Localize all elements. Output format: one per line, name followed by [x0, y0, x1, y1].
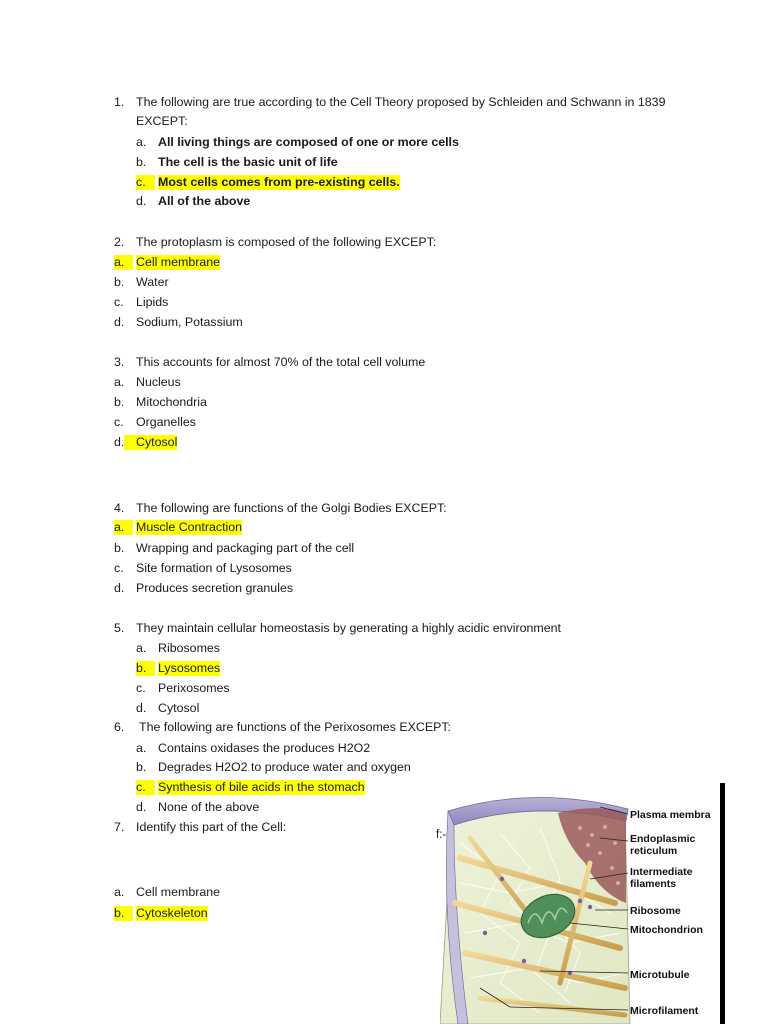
label-microfilament: Microfilament — [630, 1005, 699, 1017]
q1-text-cont: EXCEPT: — [136, 114, 188, 128]
q4-choice-c-letter: c. — [114, 561, 124, 575]
q6-choice-c-letter: c. — [136, 780, 155, 795]
q4-choice-b-letter: b. — [114, 541, 125, 555]
q1-text: The following are true according to the Cell Theory proposed by Schleiden and Schwann in 1839 — [136, 95, 666, 109]
q7-number: 7. — [114, 820, 125, 834]
q5-number: 5. — [114, 621, 125, 635]
q2-choice-a-letter: a. — [114, 255, 133, 270]
q3-choice-c-text: Organelles — [136, 415, 196, 429]
q3-number: 3. — [114, 355, 125, 369]
q7-choice-a-letter: a. — [114, 885, 125, 899]
q4-choice-c-text: Site formation of Lysosomes — [136, 561, 292, 575]
q3-choice-c-letter: c. — [114, 415, 124, 429]
label-er-line2: reticulum — [630, 845, 678, 857]
q4-text: The following are functions of the Golgi Bodies EXCEPT: — [136, 501, 447, 515]
q2-choice-b-text: Water — [136, 275, 169, 289]
q1-choice-b-letter: b. — [136, 155, 147, 169]
q7-choice-b-letter: b. — [114, 906, 133, 921]
q5-choice-c-letter: c. — [136, 681, 146, 695]
q4-choice-d-text: Produces secretion granules — [136, 581, 294, 595]
figure-edge-bar — [720, 783, 725, 1024]
q6-choice-a-text: Contains oxidases the produces H2O2 — [158, 741, 371, 755]
label-plasma-membrane: Plasma membra — [630, 809, 711, 821]
label-if-line2: filaments — [630, 878, 677, 890]
q3-choice-a-text: Nucleus — [136, 375, 181, 389]
q3-choice-d-letter: d. — [114, 435, 125, 449]
label-mitochondrion: Mitochondrion — [630, 924, 703, 936]
q1-number: 1. — [114, 95, 125, 109]
q6-choice-c-text: Synthesis of bile acids in the stomach — [158, 780, 365, 794]
q5-choice-a-letter: a. — [136, 641, 147, 655]
q7-text: Identify this part of the Cell: — [136, 820, 287, 834]
q4-choice-b-text: Wrapping and packaging part of the cell — [136, 541, 355, 555]
q5-choice-a-text: Ribosomes — [158, 641, 220, 655]
q7-choice-b-text: Cytoskeleton — [136, 906, 208, 920]
q1-choice-d-letter: d. — [136, 194, 147, 208]
q5-choice-b-letter: b. — [136, 661, 155, 676]
q5-choice-b-text: Lysosomes — [158, 661, 221, 675]
q2-choice-d-letter: d. — [114, 315, 125, 329]
q6-choice-a-letter: a. — [136, 741, 147, 755]
q3-choice-b-letter: b. — [114, 395, 125, 409]
q6-number: 6. — [114, 720, 125, 734]
label-er-line1: Endoplasmic — [630, 833, 696, 845]
q6-choice-d-text: None of the above — [158, 800, 260, 814]
q1-choice-a-text: All living things are composed of one or more cells — [158, 135, 459, 149]
q6-text: The following are functions of the Perixosomes EXCEPT: — [139, 720, 451, 734]
q1-choice-c-text: Most cells comes from pre-existing cells. — [158, 175, 400, 189]
q5-choice-d-letter: d. — [136, 701, 147, 715]
cytoskeleton-illustration — [440, 783, 730, 1024]
label-if-line1: Intermediate — [630, 866, 693, 878]
q2-choice-b-letter: b. — [114, 275, 125, 289]
q5-text: They maintain cellular homeostasis by generating a highly acidic environment — [136, 621, 561, 635]
q3-choice-b-text: Mitochondria — [136, 395, 207, 409]
q1-choice-b-text: The cell is the basic unit of life — [158, 155, 338, 169]
q1-choice-a-letter: a. — [136, 135, 147, 149]
q2-text: The protoplasm is composed of the following EXCEPT: — [136, 235, 437, 249]
q4-choice-a-letter: a. — [114, 520, 133, 535]
q6-choice-b-text: Degrades H2O2 to produce water and oxygen — [158, 760, 411, 774]
q7-choice-a-text: Cell membrane — [136, 885, 221, 899]
q2-number: 2. — [114, 235, 125, 249]
q2-choice-a-text: Cell membrane — [136, 255, 221, 269]
q2-choice-d-text: Sodium, Potassium — [136, 315, 243, 329]
q3-choice-d-text: Cytosol — [124, 435, 177, 450]
q4-number: 4. — [114, 501, 125, 515]
q5-choice-d-text: Cytosol — [158, 701, 200, 715]
q4-choice-d-letter: d. — [114, 581, 125, 595]
q4-choice-a-text: Muscle Contraction — [136, 520, 243, 534]
q1-choice-c-letter: c. — [136, 175, 155, 190]
cytoskeleton-figure — [440, 783, 730, 1024]
q3-text: This accounts for almost 70% of the total cell volume — [136, 355, 426, 369]
label-ribosome: Ribosome — [630, 905, 681, 917]
label-microtubule: Microtubule — [630, 969, 690, 981]
q3-choice-a-letter: a. — [114, 375, 125, 389]
q7-prefix: f:- — [436, 829, 447, 841]
q2-choice-c-letter: c. — [114, 295, 124, 309]
q1-choice-d-text: All of the above — [158, 194, 251, 208]
q6-choice-d-letter: d. — [136, 800, 147, 814]
q2-choice-c-text: Lipids — [136, 295, 169, 309]
q6-choice-b-letter: b. — [136, 760, 147, 774]
q5-choice-c-text: Perixosomes — [158, 681, 230, 695]
